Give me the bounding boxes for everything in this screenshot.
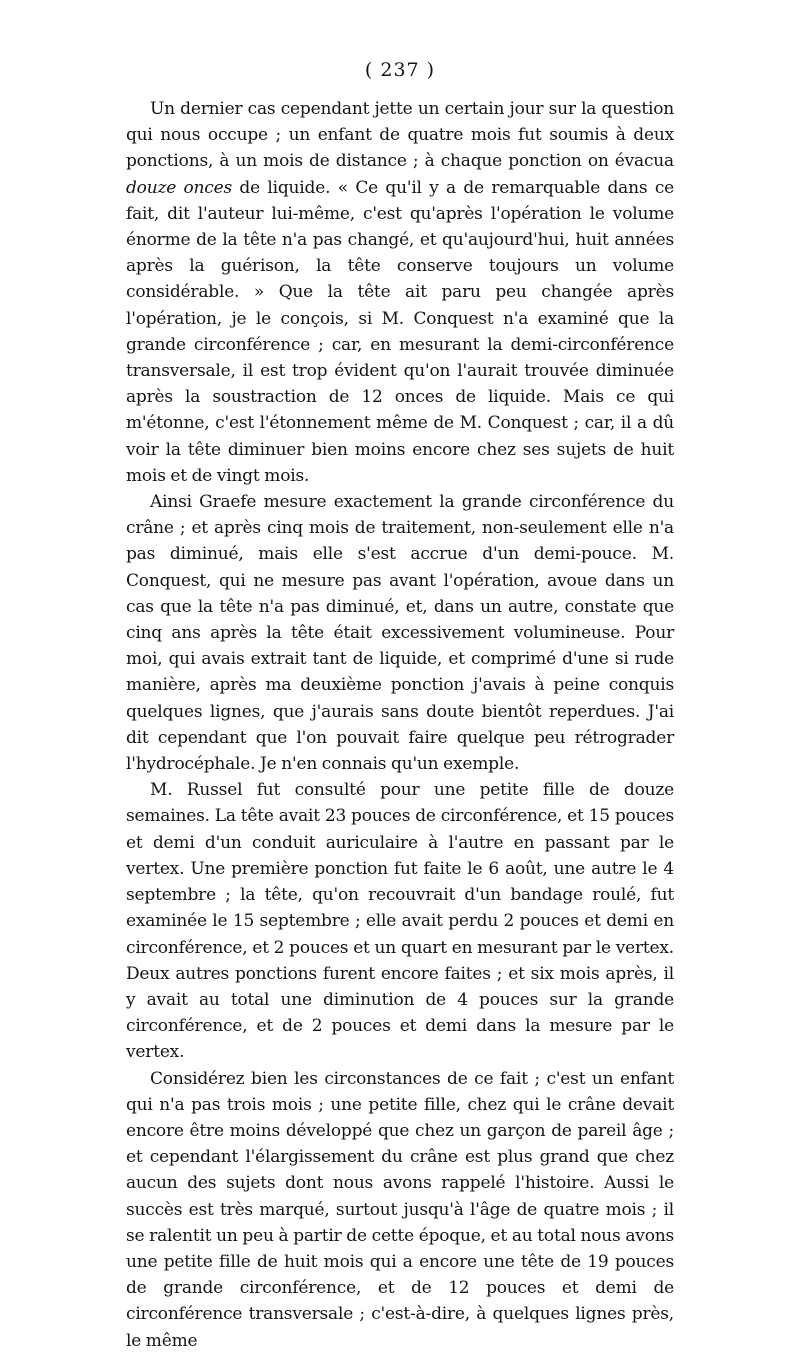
paragraph-text: Un dernier cas cependant jette un certain jour sur la question qui nous occupe ; un enfant de quatre mois fut soumis à deux ponctions, à un mois de distance ; à chaque ponction on évacua: [126, 99, 674, 172]
page-number: ( 237 ): [364, 59, 436, 81]
body-text: [126, 96, 674, 1354]
paragraph: [126, 96, 674, 489]
emphasized-text: douze onces: [126, 177, 232, 198]
paragraph: Considérez bien les circonstances de ce fait ; c'est un enfant qui n'a pas trois mois ; une petite fille, chez qui le crâne devait encore être moins développé que chez un garçon de pareil âge ; et cependant l'élargissement du crâne est plus grand que chez aucun des sujets dont nous avons rappelé l'histoire. Aussi le succès est très marqué, surtout jusqu'à l'âge de quatre mois ; il se ralentit un peu à partir de cette époque, et au total nous avons une petite fille de huit mois qui a encore une tête de 19 pouces de grande circonférence, et de 12 pouces et demi de circonférence transversale ; c'est-à-dire, à quelques lignes près, le même: [126, 1068, 674, 1351]
paragraph-text: de liquide. « Ce qu'il y a de remarquable dans ce fait, dit l'auteur lui-même, c'est qu'après l'opération le volume énorme de la tête n'a pas changé, et qu'aujourd'hui, huit années après la guérison, la tête conserve toujours un volume considérable. » Que la tête ait paru peu changée après l'opération, je le conçois, si M. Conquest n'a examiné que la grande circonférence ; car, en mesurant la demi-circonférence transversale, il est trop évident qu'on l'aurait trouvée diminuée après la soustraction de 12 onces de liquide. Mais ce qui m'étonne, c'est l'étonnement même de M. Conquest ; car, il a dû voir la tête diminuer bien moins encore chez ses sujets de huit mois et de vingt mois.: [126, 177, 674, 486]
paragraph: Ainsi Graefe mesure exactement la grande circonférence du crâne ; et après cinq mois de traitement, non-seulement elle n'a pas diminué, mais elle s'est accrue d'un demi-pouce. M. Conquest, qui ne mesure pas avant l'opération, avoue dans un cas que la tête n'a pas diminué, et, dans un autre, constate que cinq ans après la tête était excessivement volumineuse. Pour moi, qui avais extrait tant de liquide, et comprimé d'une si rude manière, après ma deuxième ponction j'avais à peine conquis quelques lignes, que j'aurais sans doute bientôt reperdues. J'ai dit cependant que l'on pouvait faire quelque peu rétrograder l'hydrocéphale. Je n'en connais qu'un exemple.: [126, 492, 674, 775]
paragraph: M. Russel fut consulté pour une petite fille de douze semaines. La tête avait 23 pouces de circonférence, et 15 pouces et demi d'un conduit auriculaire à l'autre en passant par le vertex. Une première ponction fut faite le 6 août, une autre le 4 septembre ; la tête, qu'on recouvrait d'un bandage roulé, fut examinée le 15 septembre ; elle avait perdu 2 pouces et demi en circonférence, et 2 pouces et un quart en mesurant par le vertex. Deux autres ponctions furent encore faites ; et six mois après, il y avait au total une diminution de 4 pouces sur la grande circonférence, et de 2 pouces et demi dans la mesure par le vertex.: [126, 780, 674, 1063]
